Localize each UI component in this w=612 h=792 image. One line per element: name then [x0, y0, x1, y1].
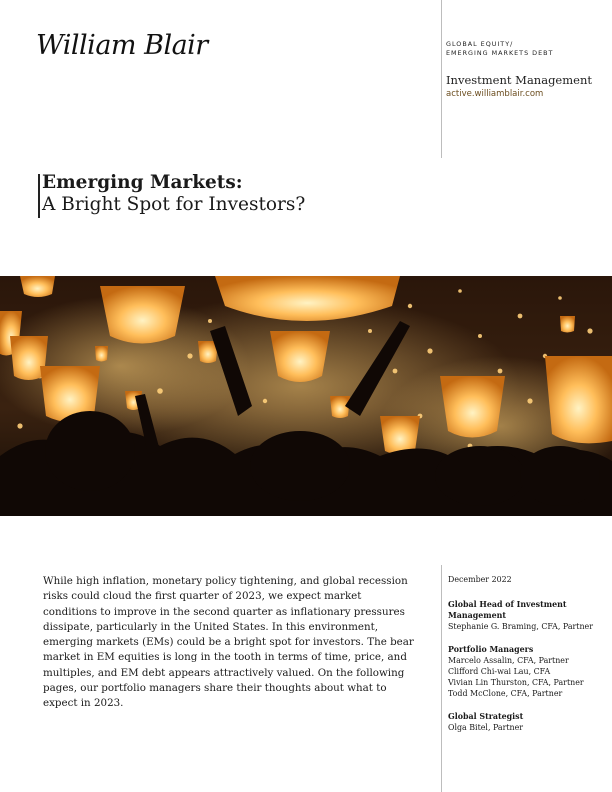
- title-line-1: Emerging Markets:: [42, 172, 243, 193]
- sidebar-person: Marcelo Assalin, CFA, Partner: [448, 656, 569, 665]
- sidebar-group-heading: Global Strategist: [448, 712, 524, 721]
- sidebar-divider-line: [441, 565, 442, 792]
- sidebar-person: Todd McClone, CFA, Partner: [448, 689, 563, 698]
- william-blair-logo: William Blair: [36, 30, 208, 61]
- intro-paragraph: While high inflation, monetary policy tightening, and global recession risks could cloud the first quarter of 2023, we expect market conditions to improve in the second quarter as inflationary pressures dissipate, particularly in the United States. In this environment, emerging markets (EMs) could be a bright spot for investors. The bear market in EM equities is long in the tooth in terms of time, price, and multiples, and EM debt appears attractively valued. On the following pages, our portfolio managers share their thoughts about what to expect in 2023.: [43, 575, 414, 710]
- sidebar: [448, 574, 608, 745]
- sidebar-person: Vivian Lin Thurston, CFA, Partner: [448, 678, 584, 687]
- sidebar-group-portfolio-managers: [448, 644, 608, 699]
- publication-date: December 2022: [448, 575, 512, 584]
- title-line-2: A Bright Spot for Investors?: [42, 194, 306, 215]
- website-link[interactable]: active.williamblair.com: [446, 89, 544, 99]
- sidebar-person: Stephanie G. Braming, CFA, Partner: [448, 622, 594, 631]
- sidebar-person: Clifford Chi-wai Lau, CFA: [448, 667, 551, 676]
- lanterns-photo: [0, 276, 612, 516]
- section-title: Investment Management: [446, 73, 592, 87]
- sidebar-group-heading: Portfolio Managers: [448, 645, 534, 654]
- sidebar-group-heading: Global Head of Investment Management: [448, 600, 567, 620]
- sidebar-group-head-investment: [448, 599, 608, 632]
- division-label-line-1: GLOBAL EQUITY/: [446, 40, 514, 48]
- document-title: [42, 172, 305, 216]
- header-divider-line: [441, 0, 442, 158]
- title-accent-bar: [38, 174, 40, 218]
- sidebar-group-global-strategist: [448, 711, 608, 733]
- division-label-line-2: EMERGING MARKETS DEBT: [446, 49, 554, 57]
- division-label: [446, 40, 553, 58]
- sidebar-person: Olga Bitel, Partner: [448, 723, 524, 732]
